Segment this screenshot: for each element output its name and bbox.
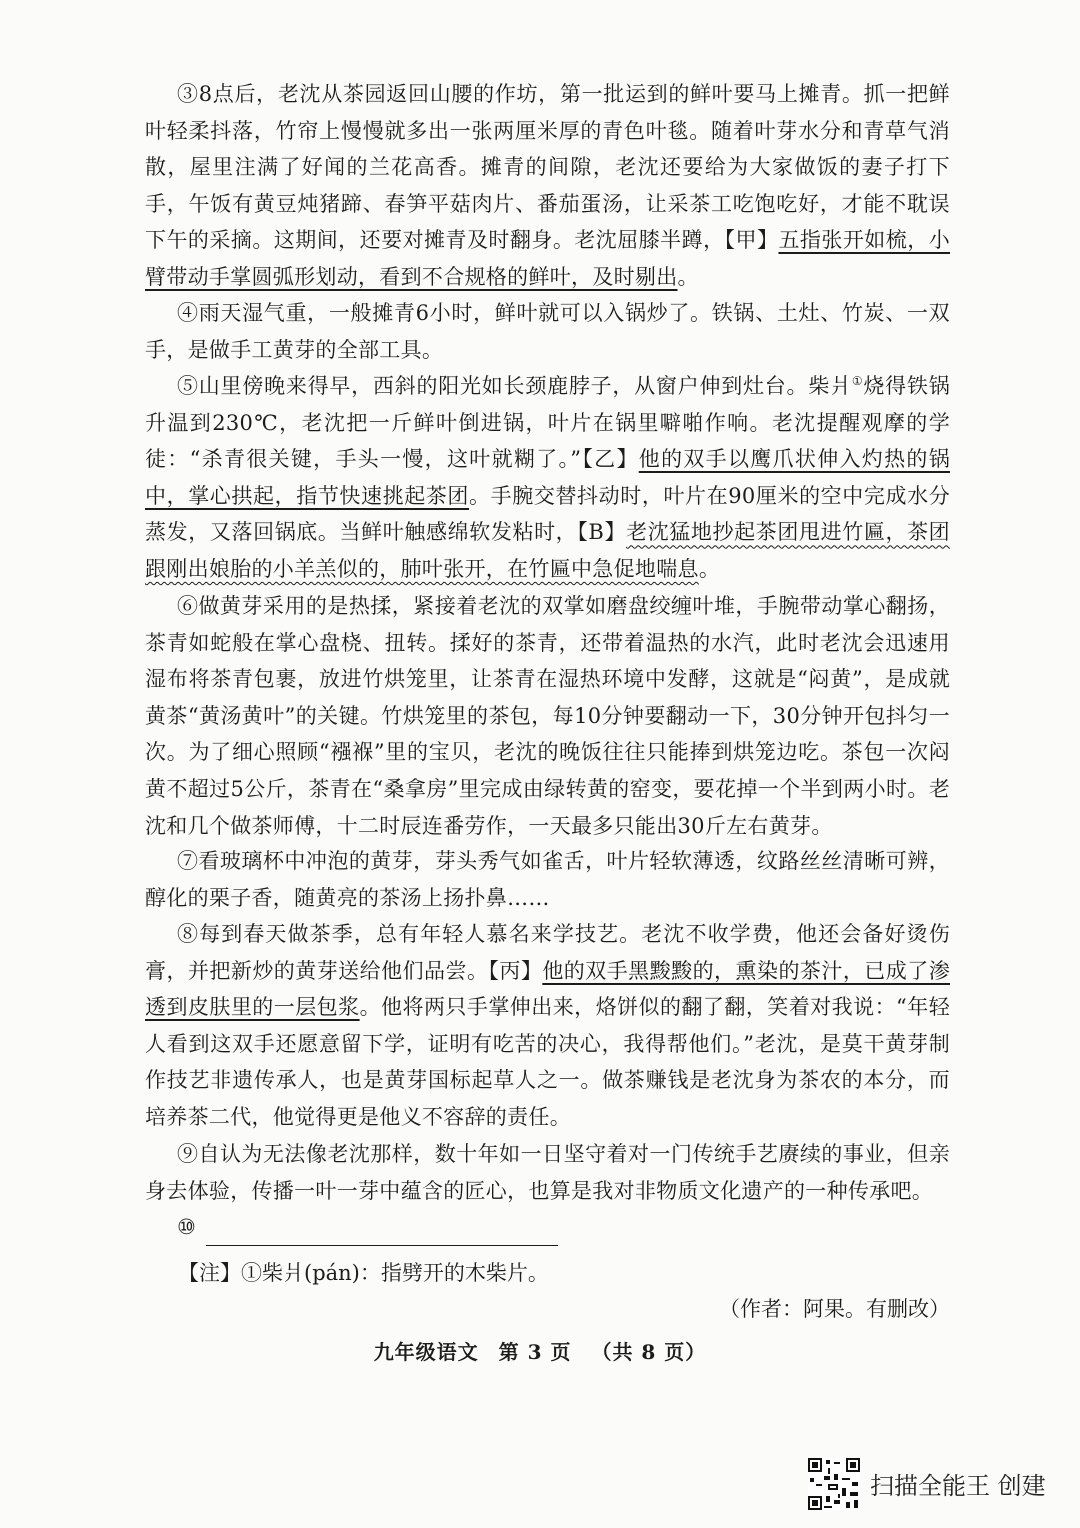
page-footer	[0, 1336, 1080, 1365]
paragraph-text: 烧得铁锅升温到230℃，老沈把一斤鲜叶倒进锅，叶片在锅里噼啪作响。老沈提醒观摩的学徒：“杀青很关键，手头一慢，这叶就糊了。”【乙】	[145, 374, 950, 472]
paragraph-6	[145, 588, 950, 844]
paragraph-8	[145, 916, 950, 1136]
paragraph-7	[145, 843, 950, 916]
paragraph-9	[145, 1136, 950, 1209]
wavy-underlined-sentence: 老沈猛地抄起茶团甩进竹匾，茶团跟刚出娘胎的小羊羔似的，肺叶张开，在竹匾中急促地喘息	[145, 520, 950, 581]
paragraph-text: ④雨天湿气重，一般摊青6小时，鲜叶就可以入锅炒了。铁锅、土灶、竹炭、一双手，是做手工黄芽的全部工具。	[145, 301, 950, 362]
paragraph-10	[145, 1209, 950, 1246]
scanner-watermark: 扫描全能王 创建	[870, 1472, 1046, 1500]
footer-total: （共 8 页）	[591, 1340, 707, 1364]
paragraph-text: 。手腕交替抖动时，叶片在90厘米的空中完成水分蒸发，又落回锅底。当鲜叶触感绵软发粘时，【B】	[145, 483, 950, 545]
author-credit: （作者：阿果。有删改）	[719, 1297, 950, 1321]
footer-page: 第 3 页	[498, 1340, 572, 1364]
underlined-sentence: 他的双手以鹰爪状伸入灼热的锅中，掌心拱起，指节快速挑起茶团	[145, 447, 951, 508]
paragraph-10-label: ⑩	[177, 1215, 197, 1239]
paragraph-4	[145, 295, 950, 368]
paragraph-text: 。	[698, 556, 721, 581]
paragraph-text: ⑦看玻璃杯中冲泡的黄芽，芽头秀气如雀舌，叶片轻软薄透，纹路丝丝清晰可辨，醇化的栗子香，随黄亮的茶汤上扬扑鼻……	[145, 849, 950, 910]
paragraph-text: ⑤山里傍晚来得早，西斜的阳光如长颈鹿脖子，从窗户伸到灶台。柴爿	[177, 374, 852, 398]
paragraph-3	[145, 76, 950, 296]
paragraph-text: ⑨自认为无法像老沈那样，数十年如一日坚守着对一门传统手艺赓续的事业，但亲身去体验，传播一叶一芽中蕴含的匠心，也算是我对非物质文化遗产的一种传承吧。	[145, 1142, 950, 1203]
footnote-marker: ①	[851, 374, 864, 388]
footer-subject: 九年级语文	[373, 1340, 479, 1364]
paragraph-5	[145, 368, 950, 588]
answer-blank-line	[206, 1223, 558, 1246]
qr-code-icon	[808, 1458, 860, 1510]
underlined-sentence: 五指张开如梳，小臂带动手掌圆弧形划动，看到不合规格的鲜叶，及时剔出	[145, 228, 950, 289]
footnote: 【注】①柴爿(pán)：指劈开的木柴片。	[178, 1261, 549, 1285]
underlined-sentence: 他的双手黑黢黢的，熏染的茶汁，已成了渗透到皮肤里的一层包浆	[145, 958, 950, 1020]
paragraph-text: 。	[677, 264, 699, 289]
paragraph-text: 。他将两只手掌伸出来，烙饼似的翻了翻，笑着对我说：“年轻人看到这双手还愿意留下学，证明有吃苦的决心，我得帮他们。”老沈，是莫干黄芽制作技艺非遗传承人，也是黄芽国标起草人之一。做茶赚钱是老沈身为茶农的本分，而培养茶二代，他觉得更是他义不容辞的责任。	[145, 995, 951, 1129]
paragraph-text: ⑧每到春天做茶季，总有年轻人慕名来学技艺。老沈不收学费，他还会备好烫伤膏，并把新炒的黄芽送给他们品尝。【丙】	[145, 922, 950, 983]
paragraph-text: ⑥做黄芽采用的是热揉，紧接着老沈的双掌如磨盘绞缠叶堆，手腕带动掌心翻扬，茶青如蛇般在掌心盘桡、扭转。揉好的茶青，还带着温热的水汽，此时老沈会迅速用湿布将茶青包裹，放进竹烘笼里，让茶青在湿热环境中发酵，这就是“闷黄”，是成就黄茶“黄汤黄叶”的关键。竹烘笼里的茶包，每10分钟要翻动一下，30分钟开包抖匀一次。为了细心照顾“襁褓”里的宝贝，老沈的晚饭往往只能捧到烘笼边吃。茶包一次闷黄不超过5公斤，茶青在“桑拿房”里完成由绿转黄的窑变，要花掉一个半到两小时。老沈和几个做茶师傅，十二时辰连番劳作，一天最多只能出30斤左右黄芽。	[145, 594, 950, 838]
paragraph-text: ③8点后，老沈从茶园返回山腰的作坊，第一批运到的鲜叶要马上摊青。抓一把鲜叶轻柔抖落，竹帘上慢慢就多出一张两厘米厚的青色叶毯。随着叶芽水分和青草气消散，屋里注满了好闻的兰花高香。摊青的间隙，老沈还要给为大家做饭的妻子打下手，午饭有黄豆炖猪蹄、春笋平菇肉片、番茄蛋汤，让采茶工吃饱吃好，才能不耽误下午的采摘。这期间，还要对摊青及时翻身。老沈屈膝半蹲，【甲】	[145, 82, 950, 253]
